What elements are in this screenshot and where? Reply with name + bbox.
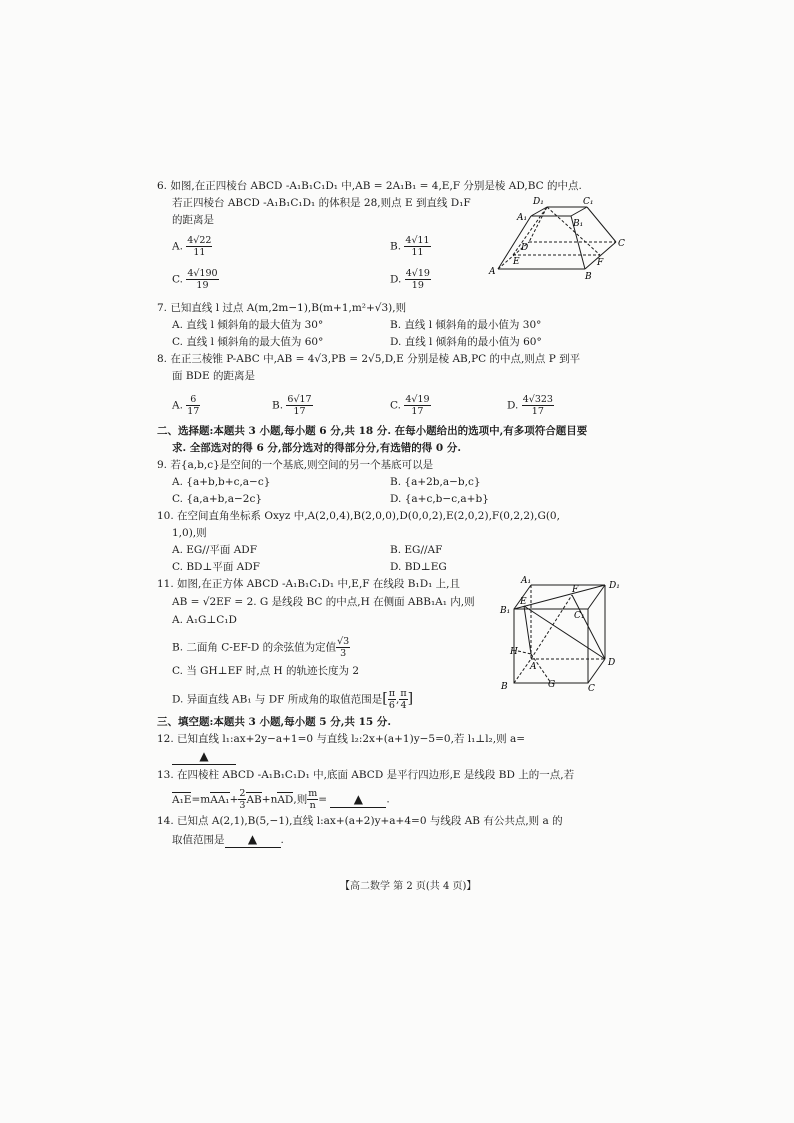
q9-stem: 9. 若{a,b,c}是空间的一个基底,则空间的另一个基底可以是	[157, 459, 434, 471]
q6-label-b1: B₁	[573, 219, 584, 229]
q9-option-b: B. {a+2b,a−b,c}	[390, 476, 481, 488]
q11-label-c: C	[588, 684, 595, 694]
q12-answer-blank[interactable]: ▲	[172, 749, 236, 765]
q11-option-c: C. 当 GH⊥EF 时,点 H 的轨迹长度为 2	[172, 665, 360, 677]
q10-line1: 10. 在空间直角坐标系 Oxyz 中,A(2,0,4),B(2,0,0),D(0,0,2),E(2,0,2),F(0,2,2),G(0,	[157, 510, 560, 522]
q6-label-c: C	[618, 239, 625, 249]
q8-option-d: D. $\frac{4√323}{17}$	[507, 394, 553, 417]
q10-option-c: C. BD⊥平面 ADF	[172, 561, 260, 573]
q10-option-d: D. BD⊥EG	[390, 561, 447, 573]
q6-label-b: B	[585, 272, 592, 282]
q6-line2: 若正四棱台 ABCD -A₁B₁C₁D₁ 的体积是 28,则点 E 到直线 D₁F	[172, 197, 471, 209]
q6-option-a: A. $\frac{4√22}{11}$	[172, 235, 212, 258]
q14-line1: 14. 已知点 A(2,1),B(5,−1),直线 l:ax+(a+2)y+a+4=0 与线段 AB 有公共点,则 a 的	[157, 815, 563, 827]
q6-label-a1: A₁	[517, 213, 528, 223]
q11-option-d: D. 异面直线 AB₁ 与 DF 所成角的取值范围是[ $\frac{\pi}{6}$ , $\frac{\pi}{4}$ ]	[172, 688, 414, 711]
q6-option-d: D. $\frac{4√19}{19}$	[390, 268, 430, 291]
q11-line2: AB = √2EF = 2. G 是线段 BC 的中点,H 在侧面 ABB₁A₁ 内,则	[172, 596, 475, 608]
q11-option-b: B. 二面角 C-EF-D 的余弦值为定值 $\frac{√3}{3}$	[172, 636, 350, 659]
q11-label-c1: C₁	[574, 611, 585, 621]
q7-option-b: B. 直线 l 倾斜角的最小值为 30°	[390, 319, 542, 331]
q6-frustum-figure	[485, 193, 625, 283]
q14-line2: 取值范围是 ▲ .	[172, 832, 284, 846]
q11-label-f: F	[572, 585, 579, 595]
q10-option-b: B. EG//AF	[390, 544, 443, 556]
q11-label-a: A	[530, 662, 537, 672]
q11-label-e: E	[520, 597, 527, 607]
q8-option-c: C. $\frac{4√19}{17}$	[390, 394, 430, 417]
q6-option-b: B. $\frac{4√11}{11}$	[390, 235, 430, 258]
q8-line1: 8. 在正三棱锥 P-ABC 中,AB = 4√3,PB = 2√5,D,E 分别是棱 AB,PC 的中点,则点 P 到平	[157, 353, 581, 365]
q11-label-g: G	[548, 680, 556, 690]
q7-option-d: D. 直线 l 倾斜角的最小值为 60°	[390, 336, 542, 348]
q11-option-a: A. A₁G⊥C₁D	[172, 614, 237, 626]
q7-stem: 7. 已知直线 l 过点 A(m,2m−1),B(m+1,m²+√3),则	[157, 302, 407, 314]
q6-line1: 6. 如图,在正四棱台 ABCD -A₁B₁C₁D₁ 中,AB = 2A₁B₁ = 4,E,F 分别是棱 AD,BC 的中点.	[157, 180, 582, 192]
q9-option-d: D. {a+c,b−c,a+b}	[390, 493, 489, 505]
page-footer: 【高二数学 第 2 页(共 4 页)】	[340, 881, 477, 892]
q7-option-c: C. 直线 l 倾斜角的最大值为 60°	[172, 336, 324, 348]
q11-label-d: D	[608, 658, 616, 668]
q6-line3: 的距离是	[172, 214, 214, 226]
q6-label-f: F	[597, 258, 604, 268]
q6-label-d1: D₁	[533, 197, 544, 207]
q11-cube-figure	[496, 574, 626, 694]
q8-option-b: B. $\frac{6√17}{17}$	[272, 394, 312, 417]
q6-label-c1: C₁	[583, 197, 594, 207]
q6-label-e: E	[513, 257, 520, 267]
q10-option-a: A. EG//平面 ADF	[172, 544, 258, 556]
section2-heading-line2: 求. 全部选对的得 6 分,部分选对的得部分分,有选错的得 0 分.	[172, 442, 462, 454]
q8-option-a: A. $\frac{6}{17}$	[172, 394, 200, 417]
q6-label-a: A	[489, 267, 496, 277]
section3-heading: 三、填空题:本题共 3 小题,每小题 5 分,共 15 分.	[157, 716, 391, 728]
q7-option-a: A. 直线 l 倾斜角的最大值为 30°	[172, 319, 324, 331]
q9-option-a: A. {a+b,b+c,a−c}	[172, 476, 271, 488]
q13-line1: 13. 在四棱柱 ABCD -A₁B₁C₁D₁ 中,底面 ABCD 是平行四边形,E 是线段 BD 上的一点,若	[157, 769, 575, 781]
section2-heading-line1: 二、选择题:本题共 3 小题,每小题 6 分,共 18 分. 在每小题给出的选项中,有多项符合题目要	[157, 425, 588, 437]
q14-answer-blank[interactable]: ▲	[225, 832, 281, 848]
q11-label-b: B	[501, 682, 508, 692]
q8-line2: 面 BDE 的距离是	[172, 370, 255, 382]
q9-option-c: C. {a,a+b,a−2c}	[172, 493, 263, 505]
q10-line2: 1,0),则	[172, 527, 207, 539]
q11-label-d1: D₁	[609, 581, 620, 591]
q11-label-b1: B₁	[500, 606, 511, 616]
q13-answer-blank[interactable]: ▲	[330, 792, 386, 808]
q11-label-h: H	[510, 647, 518, 657]
q11-label-a1: A₁	[521, 576, 532, 586]
q6-option-c: C. $\frac{4√190}{19}$	[172, 268, 218, 291]
q11-line1: 11. 如图,在正方体 ABCD -A₁B₁C₁D₁ 中,E,F 在线段 B₁D₁ 上,且	[157, 578, 460, 590]
q12-line1: 12. 已知直线 l₁:ax+2y−a+1=0 与直线 l₂:2x+(a+1)y−5=0,若 l₁⊥l₂,则 a=	[157, 733, 526, 745]
q13-line2: A₁E=mAA₁+ $\frac{2}{3}$ AB+nAD,则 $\frac{m}{n}$ = ▲ .	[172, 788, 390, 811]
q6-label-d: D	[521, 243, 529, 253]
